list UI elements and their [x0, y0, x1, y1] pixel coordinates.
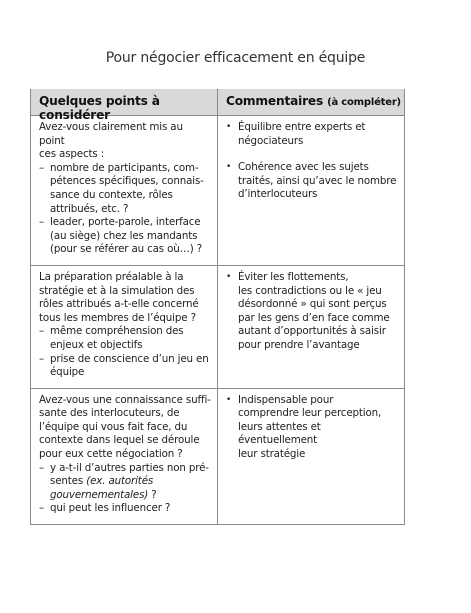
header-comments-note: (à compléter)	[327, 97, 401, 108]
bullet-item: • Cohérence avec les sujets traités, ainsi qu’avec le nombre d’interlocuteurs	[226, 161, 397, 201]
negotiation-table	[30, 89, 405, 525]
header-points: Quelques points à considérer	[31, 89, 218, 115]
points-cell	[31, 389, 218, 524]
table-row	[31, 265, 404, 388]
dash-item: – prise de conscience d’un jeu en équipe	[39, 352, 209, 379]
header-comments	[218, 89, 404, 115]
page-title: Pour négocier efficacement en équipe	[105, 50, 366, 66]
row-intro: La préparation préalable à la stratégie et à la simulation des rôles attribués a-t-elle concerné tous les membres de l’équipe ?	[39, 270, 199, 324]
row-intro: Avez-vous clairement mis au point ces aspects :	[39, 121, 183, 161]
comments-cell	[218, 389, 404, 524]
bullet-item: • Éviter les flottements, les contradictions ou le « jeu désordonné » qui sont perçus par les gens d’en face comme autant d’opportunités à saisir pour prendre l’avantage	[226, 270, 390, 351]
bullet-item: • Indispensable pour comprendre leur perception, leurs attentes et éventuellement leur stratégie	[226, 393, 382, 461]
points-cell	[31, 266, 218, 388]
dash-item: – y a-t-il d’autres parties non pré- sentes (ex. autorités gouvernementales) ?	[39, 461, 209, 501]
header-comments-label: Commentaires	[226, 94, 324, 108]
comments-cell	[218, 116, 404, 265]
dash-item: – même compréhension des enjeux et objectifs	[39, 325, 184, 351]
comments-cell	[218, 266, 404, 388]
dash-item: – leader, porte-parole, interface (au siège) chez les mandants (pour se référer au cas où…) ?	[39, 216, 203, 256]
bullet-item: • Équilibre entre experts et négociateurs	[226, 121, 366, 147]
points-cell	[31, 116, 218, 265]
dash-item: – qui peut les influencer ?	[39, 502, 171, 515]
table-header-row	[31, 89, 404, 122]
dash-item: – nombre de participants, com- pétences spécifiques, connais- sance du contexte, rôles attribués, etc. ?	[39, 161, 204, 215]
table-row	[31, 388, 404, 525]
table-row	[31, 115, 404, 265]
row-intro: Avez-vous une connaissance suffi- sante des interlocuteurs, de l’équipe qui vous fait face, du contexte dans lequel se déroule pour eux cette négociation ?	[39, 393, 211, 461]
